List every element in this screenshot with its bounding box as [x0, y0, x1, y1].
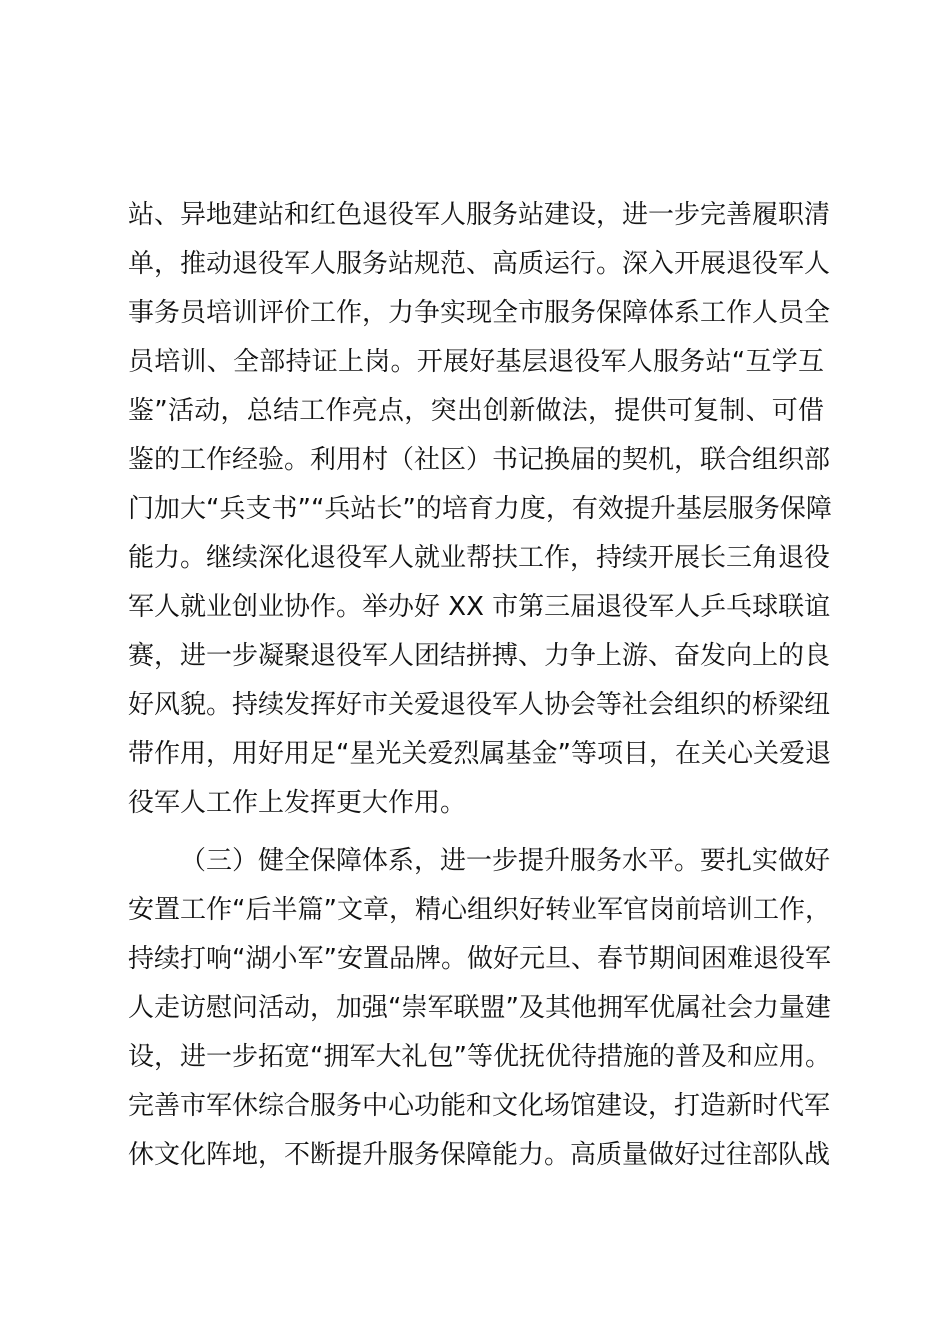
text-line: 休文化阵地，不断提升服务保障能力。高质量做好过往部队战 [128, 1140, 831, 1170]
text-line: 鉴的工作经验。利用村（社区）书记换届的契机，联合组织部 [128, 445, 831, 475]
text-line: 鉴”活动，总结工作亮点，突出创新做法，提供可复制、可借 [128, 396, 824, 426]
text-line: 人走访慰问活动，加强“崇军联盟”及其他拥军优属社会力量建 [128, 993, 831, 1023]
text-line: 单，推动退役军人服务站规范、高质运行。深入开展退役军人 [128, 249, 831, 279]
text-line: 门加大“兵支书”“兵站长”的培育力度，有效提升基层服务保障 [128, 494, 832, 524]
text-line: 能力。继续深化退役军人就业帮扶工作，持续开展长三角退役 [128, 543, 831, 573]
text-line: 赛，进一步凝聚退役军人团结拼搏、力争上游、奋发向上的良 [128, 641, 831, 671]
text-line: 带作用，用好用足“星光关爱烈属基金”等项目，在关心关爱退 [128, 739, 831, 769]
text-line: 安置工作“后半篇”文章，精心组织好转业军官岗前培训工作， [128, 895, 831, 925]
text-line: 事务员培训评价工作，力争实现全市服务保障体系工作人员全 [128, 298, 831, 328]
text-line: 完善市军休综合服务中心功能和文化场馆建设，打造新时代军 [128, 1091, 831, 1121]
section-heading-line: （三）健全保障体系，进一步提升服务水平。要扎实做好 [180, 846, 831, 876]
document-page [128, 191, 832, 1180]
text-line: 持续打响“湖小军”安置品牌。做好元旦、春节期间困难退役军 [128, 944, 831, 974]
text-line: 军人就业创业协作。举办好 XX 市第三届退役军人乒乓球联谊 [128, 592, 831, 622]
text-line: 设，进一步拓宽“拥军大礼包”等优抚优待措施的普及和应用。 [128, 1042, 831, 1072]
text-line: 员培训、全部持证上岗。开展好基层退役军人服务站“互学互 [128, 347, 824, 377]
text-line: 好风貌。持续发挥好市关爱退役军人协会等社会组织的桥梁纽 [128, 690, 831, 720]
text-line: 役军人工作上发挥更大作用。 [128, 788, 467, 818]
text-line: 站、异地建站和红色退役军人服务站建设，进一步完善履职清 [128, 200, 831, 230]
paragraph-2 [128, 837, 831, 1180]
paragraph-1 [128, 191, 832, 828]
